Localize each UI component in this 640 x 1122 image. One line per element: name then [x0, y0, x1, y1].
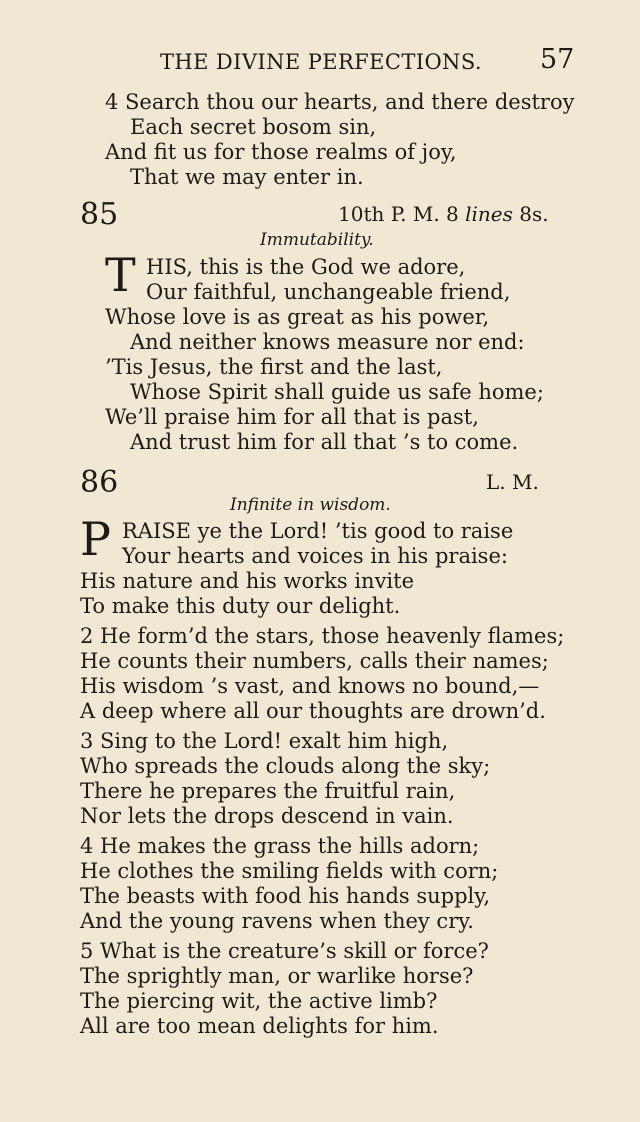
verse-line: The sprightly man, or warlike horse?: [80, 964, 474, 988]
verse-line: Each secret bosom sin,: [130, 115, 377, 139]
verse-line: He counts their numbers, calls their names;: [80, 649, 549, 673]
verse-line: The beasts with food his hands supply,: [80, 884, 491, 908]
verse-line: And neither knows measure nor end:: [130, 330, 525, 354]
verse-line: That we may enter in.: [130, 165, 364, 189]
hymn-subtitle: Immutability.: [260, 230, 374, 250]
verse-line: Nor lets the drops descend in vain.: [80, 804, 454, 828]
verse-line: To make this duty our delight.: [80, 594, 401, 618]
verse-line: A deep where all our thoughts are drown’d.: [80, 699, 546, 723]
verse-line: He clothes the smiling fields with corn;: [80, 859, 499, 883]
verse-line: And the young ravens when they cry.: [80, 909, 474, 933]
verse-line: The piercing wit, the active limb?: [80, 989, 438, 1013]
verse-line: And fit us for those realms of joy,: [105, 140, 457, 164]
verse-line: Whose love is as great as his power,: [105, 305, 490, 329]
verse-line: RAISE ye the Lord! ’tis good to raise: [122, 519, 514, 543]
verse-line: Your hearts and voices in his praise:: [122, 544, 508, 568]
verse-line: 2 He form’d the stars, those heavenly flames;: [80, 624, 565, 648]
verse-line: There he prepares the fruitful rain,: [80, 779, 456, 803]
drop-cap: T: [105, 248, 136, 302]
hymn-number: 86: [80, 465, 119, 500]
verse-line: HIS, this is the God we adore,: [146, 255, 466, 279]
hymn-number: 85: [80, 197, 119, 232]
verse-line: All are too mean delights for him.: [80, 1014, 439, 1038]
verse-line: 5 What is the creature’s skill or force?: [80, 939, 489, 963]
verse-line: 3 Sing to the Lord! exalt him high,: [80, 729, 449, 753]
verse-line: Who spreads the clouds along the sky;: [80, 754, 491, 778]
drop-cap: P: [80, 512, 111, 566]
hymn-meter: L. M.: [486, 470, 539, 494]
verse-line: And trust him for all that ’s to come.: [130, 430, 519, 454]
verse-line: We’ll praise him for all that is past,: [105, 405, 479, 429]
verse-line: ’Tis Jesus, the first and the last,: [105, 355, 443, 379]
page-number: 57: [540, 44, 575, 75]
verse-line: Our faithful, unchangeable friend,: [146, 280, 511, 304]
running-header: THE DIVINE PERFECTIONS.: [160, 50, 482, 74]
verse-line: His nature and his works invite: [80, 569, 415, 593]
verse-line: 4 He makes the grass the hills adorn;: [80, 834, 480, 858]
verse-line: Whose Spirit shall guide us safe home;: [130, 380, 544, 404]
verse-line: His wisdom ’s vast, and knows no bound,—: [80, 674, 540, 698]
hymn-subtitle: Infinite in wisdom.: [230, 495, 391, 515]
hymn-meter: 10th P. M. 8 lines 8s.: [338, 202, 549, 226]
verse-line: 4 Search thou our hearts, and there destroy: [105, 90, 575, 114]
